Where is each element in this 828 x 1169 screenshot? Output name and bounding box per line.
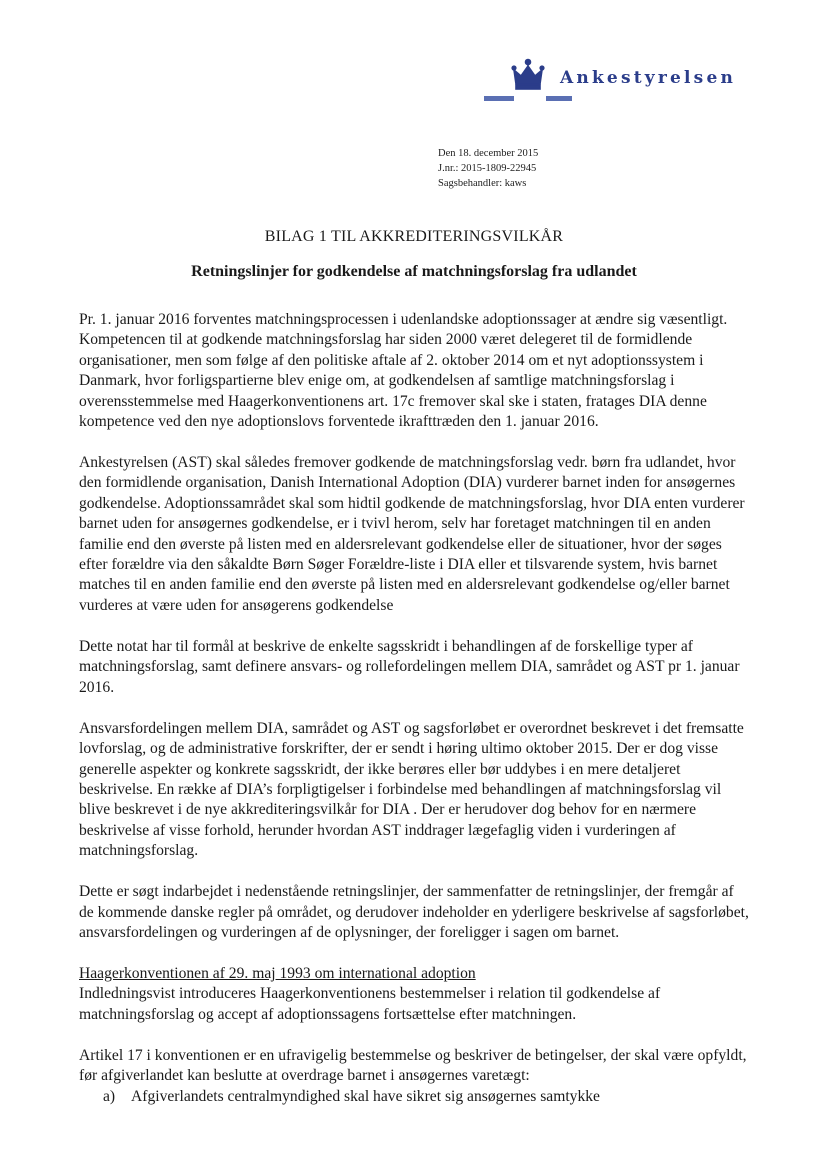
document-body xyxy=(79,310,751,1107)
document-meta xyxy=(438,146,538,191)
section-intro: Indledningsvist introduceres Haagerkonventionens bestemmelser i relation til godkendelse af matchningsforslag og accept af adoptionssagens fortsættelse efter matchningen. xyxy=(79,985,661,1023)
crown-icon xyxy=(508,58,548,92)
section-article: Artikel 17 i konventionen er en ufravigelig bestemmelse og beskriver de betingelser, der skal være opfyldt, før afgiverlandet kan beslutte at overdrage barnet i ansøgernes varetægt: xyxy=(79,1046,747,1085)
paragraph: Pr. 1. januar 2016 forventes matchningsprocessen i udenlandske adoptionssager at ændre sig væsentligt. Kompetencen til at godkende matchningsforslag har siden 2000 været delegeret til de formidlende organisationer, men som følge af den politiske aftale af 2. oktober 2014 om et nyt adoptionssystem i Danmark, hvor forligspartierne blev enige om, at godkendelsen af samtlige matchningsforslag i overensstemmelse med Haagerkonventionens art. 17c fremover skal ske i staten, fratages DIA denne kompetence ved den nye adoptionslovs forventede ikrafttræden den 1. januar 2016. xyxy=(79,311,728,431)
list-item-label: a) xyxy=(103,1087,116,1105)
section-heading: Haagerkonventionen af 29. maj 1993 om international adoption xyxy=(79,964,476,982)
caseworker: Sagsbehandler: kaws xyxy=(438,178,527,189)
paragraph: Dette notat har til formål at beskrive de enkelte sagsskridt i behandlingen af de forskellige typer af matchningsforslag, samt definere ansvars- og rollefordelingen mellem DIA, samrådet og AST pr 1. januar 2016. xyxy=(79,637,740,696)
paragraph: Ankestyrelsen (AST) skal således fremover godkende de matchningsforslag vedr. børn fra udlandet, hvor den formidlende organisation, Danish International Adoption (DIA) vurderer barnet inden for ansøgernes godkendelse. Adoptionssamrådet skal som hidtil godkende de matchningsforslag, hvor DIA enten vurderer barnet uden for ansøgernes godkendelse, er i tvivl herom, selv har foretaget matchningen til en anden familie end den øverste på listen med en aldersrelevant godkendelse eller de situationer, hvor der søges efter forældre via den såkaldte Børn Søger Forældre-liste i DIA eller et tilsvarende system, hvis barnet matches til en anden familie end den øverste på listen med en aldersrelevant godkendelse og/eller barnet vurderes at være uden for ansøgerens godkendelse xyxy=(79,454,745,614)
list-item xyxy=(103,1087,751,1107)
document-title: BILAG 1 TIL AKKREDITERINGSVILKÅR xyxy=(264,228,564,245)
brand-bar-right xyxy=(546,96,572,101)
brand-name: Ankestyrelsen xyxy=(560,68,737,88)
document-date: Den 18. december 2015 xyxy=(438,148,539,159)
list-item-text: Afgiverlandets centralmyndighed skal have sikret sig ansøgernes samtykke xyxy=(131,1087,600,1105)
brand-bar-left xyxy=(484,96,514,101)
condition-list xyxy=(79,1087,751,1107)
paragraph: Ansvarsfordelingen mellem DIA, samrådet og AST og sagsforløbet er overordnet beskrevet i det fremsatte lovforslag, og de administrative forskrifter, der er sendt i høring ultimo oktober 2015. Der er dog visse generelle aspekter og konkrete sagsskridt, der ikke berøres eller bør uddybes i en mere detaljeret beskrivelse. En række af DIA’s forpligtigelser i forbindelse med behandlingen af matchningsforslag vil blive beskrevet i de nye akkrediteringsvilkår for DIA . Der er herudover dog behov for en nærmere beskrivelse af visse forhold, herunder hvordan AST inddrager lægefaglig viden i vurderingen af matchningsforslag. xyxy=(79,719,744,860)
agency-logo xyxy=(508,58,808,108)
journal-number: J.nr.: 2015-1809-22945 xyxy=(438,163,537,174)
paragraph: Dette er søgt indarbejdet i nedenstående retningslinjer, der sammenfatter de retningslinjer, der fremgår af de kommende danske regler på området, og derudover indeholder en yderligere beskrivelse af sagsforløbet, ansvarsfordelingen og vurderingen af de oplysninger, der foreligger i sagen om barnet. xyxy=(79,883,749,941)
document-subtitle: Retningslinjer for godkendelse af matchningsforslag fra udlandet xyxy=(191,263,637,280)
